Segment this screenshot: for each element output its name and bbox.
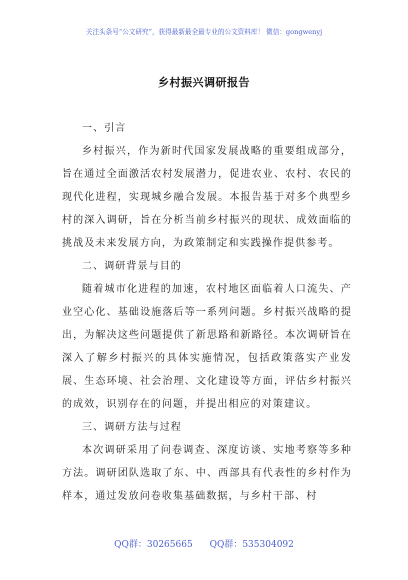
header-banner: 关注头条号“公文研究”，获得最新最全最专业的公文资料库！ 微信：gongwenyj bbox=[85, 28, 323, 36]
section-paragraph-background: 随着城市化进程的加速，农村地区面临着人口流失、产业空心化、基础设施落后等一系列问题。乡村振兴战略的提出，为解决这些问题提供了新思路和新路径。本次调研旨在深入了解乡村振兴的具体实施情况，包括政策落实产业发展、生态环境、社会治理、文化建设等方面，评估乡村振兴的成效，识别存在的问题，并提出相应的对策建议。 bbox=[62, 284, 352, 410]
section-heading-intro: 一、引言 bbox=[82, 123, 127, 134]
document-body bbox=[62, 117, 352, 508]
document-title: 乡村振兴调研报告 bbox=[158, 76, 250, 89]
section-paragraph-intro: 乡村振兴，作为新时代国家发展战略的重要组成部分，旨在通过全面激活农村发展潜力，促进农业、农村、农民的现代化进程，实现城乡融合发展。本报告基于对多个典型乡村的深入调研，旨在分析当前乡村振兴的现状、成效面临的挑战及未来发展方向，为政策制定和实践操作提供参考。 bbox=[62, 146, 352, 249]
footer-qq-group-1: QQ群：30265665 bbox=[114, 540, 193, 550]
footer-qq-group-2: QQ群：535304092 bbox=[209, 540, 294, 550]
section-heading-background: 二、调研背景与目的 bbox=[82, 261, 182, 272]
section-paragraph-method: 本次调研采用了问卷调查、深度访谈、实地考察等多种方法。调研团队选取了东、中、西部具有代表性的乡村作为样本，通过发放问卷收集基础数据，与乡村干部、村 bbox=[62, 445, 352, 502]
section-heading-method: 三、调研方法与过程 bbox=[82, 422, 182, 433]
footer-contact bbox=[0, 537, 408, 550]
